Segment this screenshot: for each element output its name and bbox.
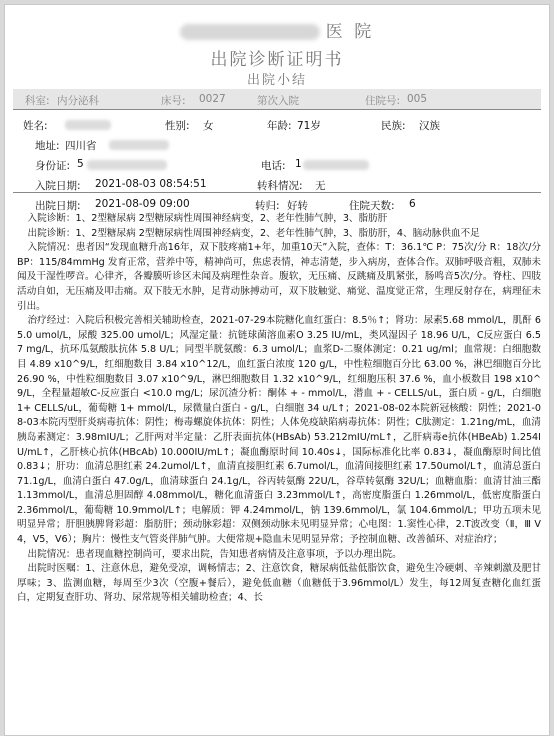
name-label: 姓名: <box>23 120 48 132</box>
days-label: 住院天数: <box>349 200 395 212</box>
address-label: 地址: <box>35 140 60 152</box>
dept-value: 内分泌科 <box>57 95 99 107</box>
discharge-orders: 出院时医嘱：1、注意休息，避免受凉，调畅情志；2、注意饮食，糖尿病低盐低脂饮食，避免生冷硬刺、辛辣刺激及肥甘厚味；3、监测血糖，每周至少3次（空腹+餐后），避免低血糖（血糖低于3.96mmol/L）发生，每12周复查糖化血红蛋白，定期复查肝功、肾功、尿常规等相关辅助检查；4、长 <box>17 563 541 604</box>
document-subtitle: 出院小结 <box>246 73 307 88</box>
inpatient-value: 005 <box>407 93 428 105</box>
phone-label: 电话: <box>261 160 286 172</box>
patient-rule <box>13 192 541 193</box>
hospital-name <box>5 17 549 42</box>
discharge-date-label: 出院日期: <box>35 200 81 212</box>
discharge-date-value: 2021-08-09 09:00 <box>95 198 190 210</box>
sex-label: 性别: <box>165 120 190 132</box>
admit-date-label: 入院日期: <box>35 180 81 192</box>
ethnic-value: 汉族 <box>419 120 440 132</box>
admit-date-value: 2021-08-03 08:54:51 <box>95 178 207 190</box>
age-value: 71岁 <box>297 120 321 132</box>
address-value: 四川省 <box>65 140 97 152</box>
id-value: 5 <box>77 158 84 170</box>
id-label: 身份证: <box>35 160 71 172</box>
info-bar <box>13 89 541 109</box>
outcome-label: 转归: <box>255 200 280 212</box>
age-label: 年龄: <box>267 120 292 132</box>
address-redacted <box>109 139 169 151</box>
admit-count: 第次入院 <box>257 95 299 107</box>
inpatient-label: 住院号: <box>365 95 401 107</box>
phone-value: 1 <box>295 158 302 170</box>
name-redacted <box>65 119 111 131</box>
treatment-course: 治疗经过：入院后积极完善相关辅助检查，2021-07-29本院糖化血红蛋白：8.5％↑；肾功：尿素5.68 mmol/L，肌酐 65.0 umol/L，尿酸 325.00 umol/L；风湿定量：抗链球菌溶血素O 3.25 IU/mL，类风湿因子 18.96 U/L，C反应蛋白 6.57 mg/L，抗环瓜氨酸肽抗体 5.8 U/L；同型半胱氨酸：6.3 umol/L；血浆D-二聚体测定：0.21 ug/ml；血常规：白细胞数目 4.89 x10^9/L，红细胞数目 3.84 x10^12/L，血红蛋白浓度 120 g/L，中性粒细胞百分比 63.00 %，淋巴细胞百分比 26.90 %，中性粒细胞数目 3.07 x10^9/L，淋巴细胞数目 1.32 x10^9/L，红细胞压积 37.6 %，血小板数目 198 x10^9/L，全程量超敏C-反应蛋白 <10.0 mg/L；尿沉渣分析：酮体 + - mmol/L，潜血 + - CELLS/uL，蛋白质 - g/L，白细胞 1+ CELLS/uL，葡萄糖 1+ mmol/L，尿微量白蛋白 - g/L，白细胞 34 u/L↑；2021-08-02本院新冠核酸：阴性；2021-08-03本院丙型肝炎病毒抗体：阴性；梅毒螺旋体抗体：阴性；人体免疫缺陷病毒抗体：阴性；C肽测定：1.21ng/mL，血清胰岛素测定：3.98mIU/L；乙肝两对半定量：乙肝表面抗体(HBsAb) 53.212mIU/mL↑，乙肝病毒e抗体(HBeAb) 1.254IU/mL↑，乙肝核心抗体(HBcAb) 10.000IU/mL↑；凝血酶原时间 10.40s↓，国际标准化比率 0.83↓，凝血酶原时间比值 0.83↓；肝功：血清总胆红素 24.2umol/L↑，血清直接胆红素 6.7umol/L，血清间接胆红素 17.50umol/L↑，血清总蛋白 71.1g/L，血清白蛋白 47.0g/L，血清球蛋白 24.1g/L，谷丙转氨酶 22U/L，谷草转氨酶 32U/L；血糖血脂：血清甘油三酯 1.13mmol/L，血清总胆固醇 4.08mmol/L，糖化血清蛋白 3.23mmol/L↑，高密度脂蛋白 1.26mmol/L，低密度脂蛋白 2.36mmol/L，葡萄糖 10.9mmol/L↑；电解质：钾 4.24mmol/L，钠 139.6mmol/L，氯 104.6mmol/L；甲功五项未见明显异常；肝胆胰脾肾彩超：脂肪肝；颈动脉彩超：双侧颈动脉未见明显异常；心电图：1.窦性心律，2.T波改变（Ⅱ，Ⅲ V4，V5，V6）；胸片：慢性支气管炎伴肺气肿。大便常规+隐血未见明显异常；予控制血糖、改善循环、对症治疗； <box>17 315 541 546</box>
discharge-diagnosis: 出院诊断：1、2型糖尿病 2型糖尿病性周围神经病变，2、老年性肺气肿，3、脂肪肝，4、脑动脉供血不足 <box>27 227 480 239</box>
hospital-suffix: 医 院 <box>325 22 375 42</box>
document-title: 出院诊断证明书 <box>210 50 344 70</box>
admission-condition: 入院情况：患者因“发现血糖升高16年，双下肢疼痛1+年，加重10天”入院，查体：T：36.1℃ P：75次/分 R：18次/分 BP：115/84mmHg 发育正常，营养中等，精神尚可，焦虑表情，神志清楚，步入病房，查体合作。双肺呼吸音粗，双肺未闻及干湿性啰音。心律齐，各瓣膜听诊区未闻及病理性杂音。腹软，无压痛、反跳痛及肌紧张，肠鸣音5次/分。脊柱、四肢活动自如，无压痛及叩击痛。双下肢无水肿，足背动脉搏动可，双下肢触觉、痛觉、温度觉正常，生理反射存在，病理征未引出。 <box>17 242 541 312</box>
id-redacted <box>87 159 167 171</box>
transfer-value: 无 <box>315 180 326 192</box>
bed-label: 床号: <box>161 95 186 107</box>
phone-redacted <box>303 159 369 171</box>
transfer-label: 转科情况: <box>257 180 303 192</box>
discharge-condition: 出院情况：患者现血糖控制尚可，要求出院，告知患者病情及注意事项，予以办理出院。 <box>27 548 402 560</box>
dept-label: 科室: <box>25 95 50 107</box>
record-body <box>17 212 541 606</box>
ethnic-label: 民族: <box>381 120 406 132</box>
outcome-value: 好转 <box>287 200 308 212</box>
header-rule <box>13 109 541 110</box>
redacted-hospital <box>180 24 320 40</box>
sex-value: 女 <box>203 120 214 132</box>
bed-value: 0027 <box>199 93 226 105</box>
admission-diagnosis: 入院诊断：1、2型糖尿病 2型糖尿病性周围神经病变，2、老年性肺气肿，3、脂肪肝 <box>27 213 388 224</box>
days-value: 6 <box>409 198 416 210</box>
document-page <box>4 4 550 736</box>
